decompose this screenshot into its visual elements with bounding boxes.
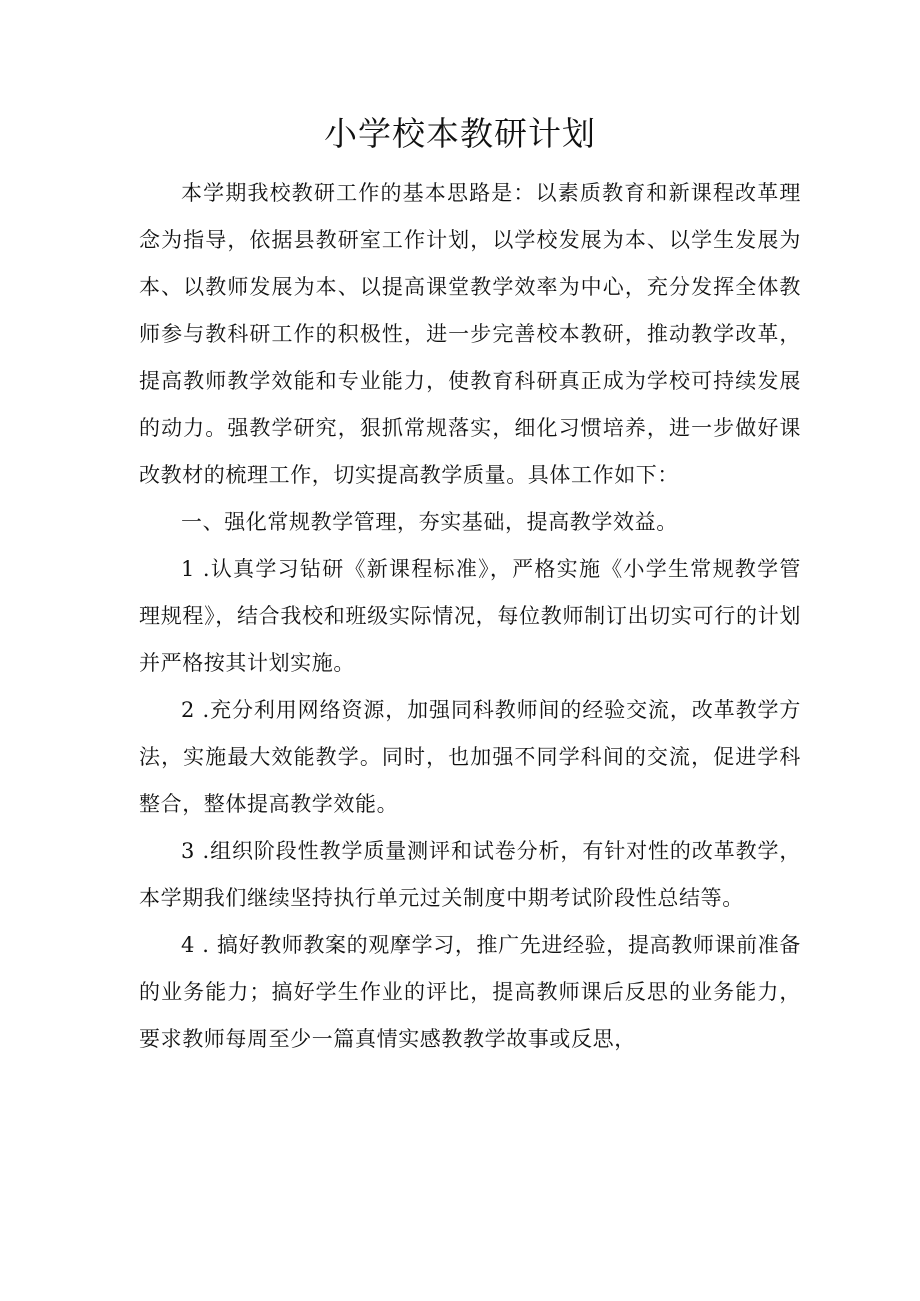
- paragraph-item-4: 4 . 搞好教师教案的观摩学习，推广先进经验，提高教师课前准备的业务能力；搞好学生作业的评比，提高教师课后反思的业务能力，要求教师每周至少一篇真情实感教教学故事或反思，: [139, 933, 801, 1051]
- paragraph-item-3: 3 .组织阶段性教学质量测评和试卷分析，有针对性的改革教学，本学期我们继续坚持执行单元过关制度中期考试阶段性总结等。: [139, 839, 801, 910]
- section-heading-1: 一、强化常规教学管理，夯实基础，提高教学效益。: [181, 510, 678, 534]
- document-body: [139, 170, 801, 1063]
- paragraph-item-1: 1 .认真学习钻研《新课程标准》，严格实施《小学生常规教学管理规程》，结合我校和班级实际情况，每位教师制订出切实可行的计划并严格按其计划实施。: [139, 557, 801, 675]
- paragraph-intro: 本学期我校教研工作的基本思路是：以素质教育和新课程改革理念为指导，依据县教研室工作计划，以学校发展为本、以学生发展为本、以教师发展为本、以提高课堂教学效率为中心，充分发挥全体教师参与教科研工作的积极性，进一步完善校本教研，推动教学改革，提高教师教学效能和专业能力，使教育科研真正成为学校可持续发展的动力。强教学研究，狠抓常规落实，细化习惯培养，进一步做好课改教材的梳理工作，切实提高教学质量。具体工作如下：: [139, 181, 801, 487]
- paragraph-item-2: 2 .充分利用网络资源，加强同科教师间的经验交流，改革教学方法，实施最大效能教学。同时，也加强不同学科间的交流，促进学科整合，整体提高教学效能。: [139, 698, 801, 816]
- document-title: 小学校本教研计划: [324, 114, 596, 153]
